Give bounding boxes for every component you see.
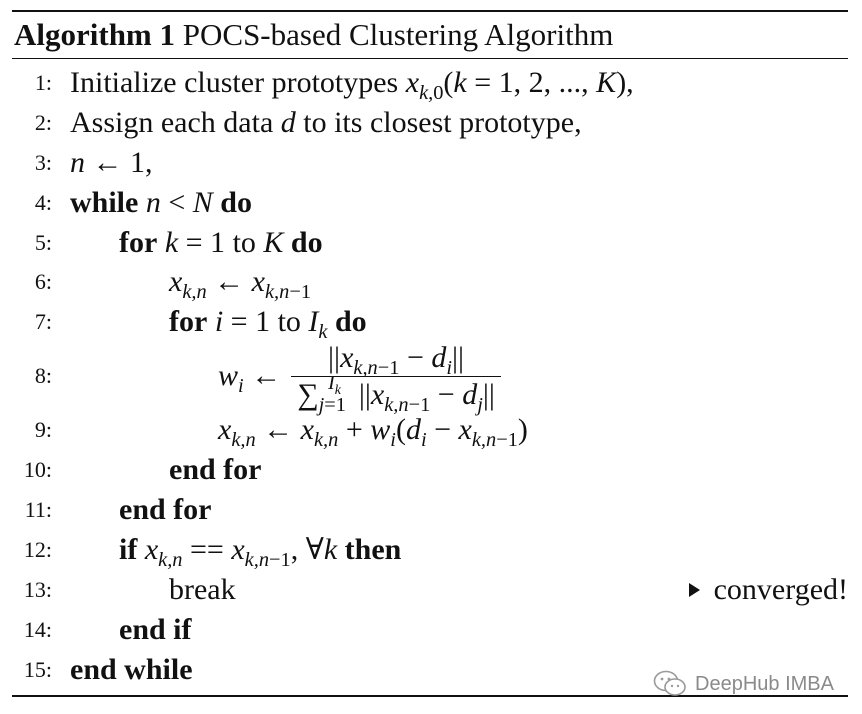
line-text: to its closest prototype, bbox=[303, 105, 582, 139]
weight-fraction bbox=[291, 340, 501, 416]
keyword: end while bbox=[70, 652, 193, 686]
line-content bbox=[70, 63, 634, 103]
algo-line-12 bbox=[12, 530, 848, 570]
line-number: 4: bbox=[34, 189, 52, 215]
line-text: Initialize cluster prototypes bbox=[70, 66, 399, 99]
algorithm-header bbox=[12, 12, 848, 58]
line-content bbox=[70, 183, 252, 223]
keyword: while bbox=[70, 185, 139, 219]
line-content bbox=[119, 223, 323, 263]
keyword: for bbox=[119, 225, 158, 259]
line-content bbox=[70, 143, 153, 183]
algo-line-4 bbox=[12, 183, 848, 223]
math-variable: d bbox=[280, 105, 296, 139]
math-expression: k = 1 bbox=[164, 225, 226, 259]
line-number: 14: bbox=[23, 616, 52, 642]
line-content bbox=[119, 490, 212, 530]
line-number: 2: bbox=[34, 109, 52, 135]
keyword: do bbox=[220, 185, 252, 219]
line-content bbox=[169, 570, 236, 610]
line-content bbox=[169, 302, 367, 342]
math-expression: n ← 1, bbox=[70, 145, 153, 179]
line-number: 7: bbox=[34, 309, 52, 335]
algo-line-3 bbox=[12, 143, 848, 183]
fraction-numerator: $||x_{k,n-1} - d_i||$ bbox=[328, 340, 465, 379]
math-expression: i = 1 bbox=[214, 305, 271, 339]
algo-line-1 bbox=[12, 63, 848, 103]
keyword: end if bbox=[119, 612, 192, 646]
line-number: 13: bbox=[23, 576, 52, 602]
line-number: 12: bbox=[23, 536, 52, 562]
line-number: 5: bbox=[34, 229, 52, 255]
algo-line-14 bbox=[12, 610, 848, 650]
algorithm-body bbox=[12, 59, 848, 689]
line-text: to bbox=[277, 305, 301, 339]
line-number: 15: bbox=[23, 656, 52, 682]
math-expression: n < N bbox=[145, 185, 213, 219]
algo-line-9 bbox=[12, 410, 848, 450]
algo-line-6 bbox=[12, 262, 848, 302]
wechat-icon bbox=[653, 670, 687, 698]
keyword: do bbox=[290, 225, 323, 259]
algo-line-11 bbox=[12, 490, 848, 530]
line-number: 10: bbox=[23, 457, 52, 483]
keyword: if bbox=[119, 532, 138, 566]
algo-line-8 bbox=[12, 340, 848, 416]
line-number: 8: bbox=[34, 363, 52, 389]
watermark bbox=[653, 670, 834, 698]
line-text: Assign each data bbox=[70, 105, 274, 139]
line-content bbox=[169, 450, 262, 490]
keyword: end for bbox=[169, 453, 262, 487]
line-content bbox=[119, 530, 401, 570]
algo-line-10 bbox=[12, 450, 848, 490]
line-text: break bbox=[169, 572, 236, 606]
math-variable: $I_k$ bbox=[308, 305, 328, 344]
line-content bbox=[70, 650, 193, 690]
math-expression: $x_{k,n}$ ← $x_{k,n} + w_i(d_i - x_{k,n-1})$ bbox=[218, 413, 528, 452]
algorithm-title: POCS-based Clustering Algorithm bbox=[182, 17, 614, 52]
line-text: to bbox=[232, 225, 256, 259]
algorithm-label: Algorithm 1 bbox=[14, 17, 176, 52]
algo-line-5 bbox=[12, 223, 848, 263]
comment-triangle-icon bbox=[689, 583, 700, 597]
algo-line-7 bbox=[12, 302, 848, 342]
math-expression: $x_{k,n}$ ← $x_{k,n-1}$ bbox=[169, 265, 312, 304]
line-content bbox=[169, 262, 311, 302]
math-expression: $x_{k,n} == x_{k,n-1}$, ∀k bbox=[144, 532, 338, 571]
line-number: 11: bbox=[24, 497, 52, 523]
watermark-text: DeepHub IMBA bbox=[695, 672, 834, 695]
algo-line-13 bbox=[12, 570, 848, 610]
line-content bbox=[119, 610, 192, 650]
math-expression: $x_{k,0}(k = 1$, 2, ..., K), bbox=[405, 66, 634, 104]
line-number: 3: bbox=[34, 149, 52, 175]
comment-text: converged! bbox=[713, 572, 848, 606]
line-number: 9: bbox=[34, 417, 52, 443]
line-content bbox=[218, 410, 528, 450]
line-number: 6: bbox=[34, 269, 52, 295]
fraction-denominator: $\sum_{j=1}^{I_k}$ $||x_{k,n-1} - d_j||$ bbox=[297, 371, 495, 416]
keyword: then bbox=[344, 532, 402, 566]
algorithm-block bbox=[12, 10, 848, 697]
algo-line-2 bbox=[12, 103, 848, 143]
line-comment bbox=[689, 570, 848, 610]
keyword: end for bbox=[119, 493, 212, 527]
math-expression: $w_i$ ← bbox=[218, 359, 282, 398]
line-number: 1: bbox=[34, 70, 52, 95]
keyword: do bbox=[334, 305, 367, 339]
line-content bbox=[70, 103, 582, 143]
line-content bbox=[218, 340, 501, 416]
keyword: for bbox=[169, 305, 208, 339]
math-variable: K bbox=[263, 225, 284, 259]
